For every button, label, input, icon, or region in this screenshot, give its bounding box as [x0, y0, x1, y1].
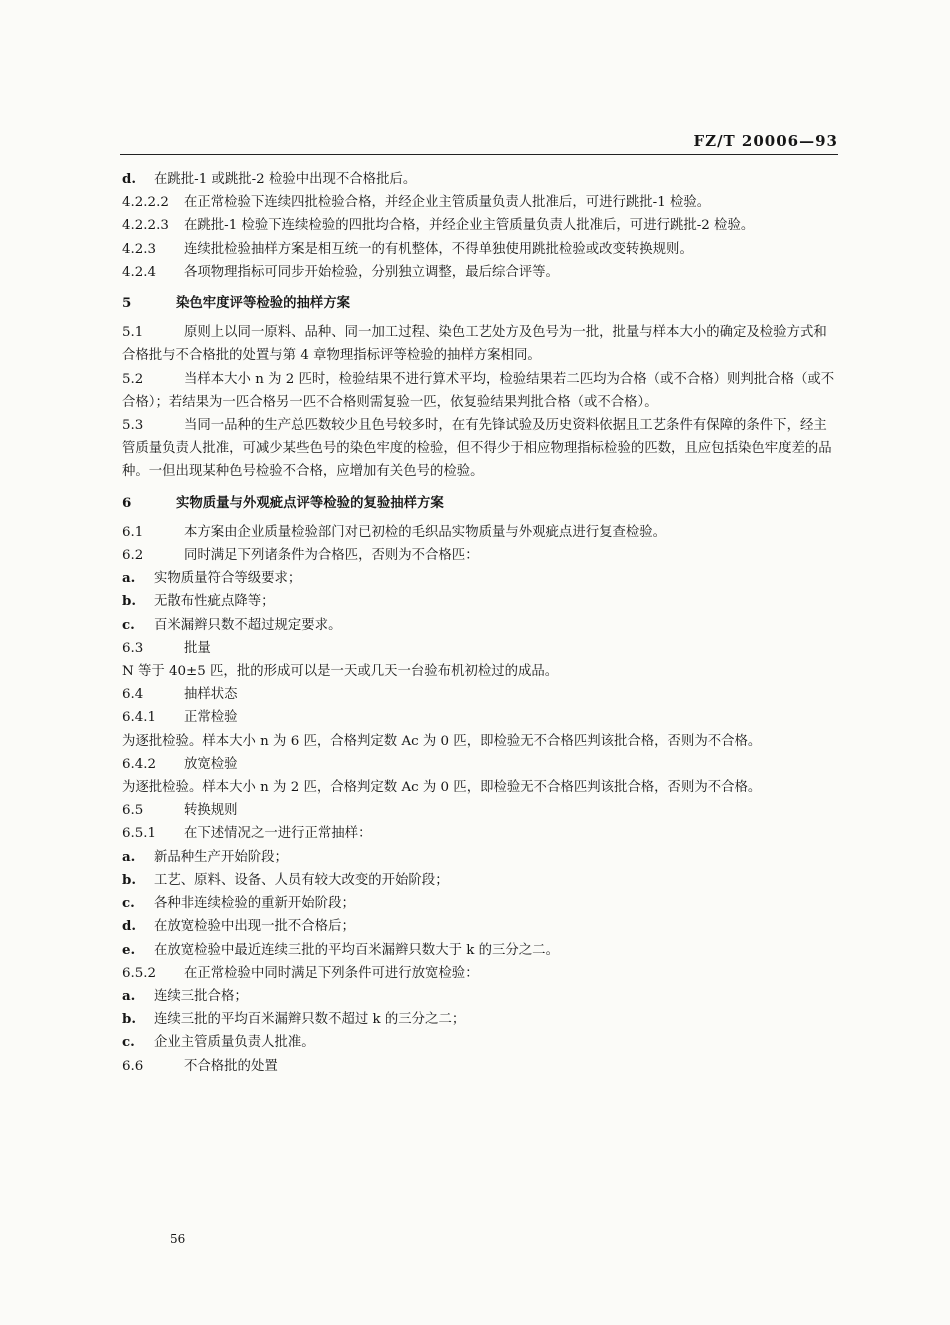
- list-item-label: b.: [122, 871, 137, 888]
- list-item: [122, 985, 838, 1008]
- clause-number: 4.2.3: [122, 241, 157, 257]
- clause-number: 5.2: [122, 371, 144, 387]
- section-heading: [122, 492, 838, 515]
- list-item-label: b.: [122, 1011, 137, 1028]
- list-item-text: 在放宽检验中最近连续三批的平均百米漏辫只数大于 k 的三分之二。: [154, 942, 559, 958]
- clause-paragraph: [122, 238, 838, 261]
- clause-paragraph: [122, 706, 838, 729]
- clause-number: 6.5.2: [122, 965, 157, 981]
- list-item: [122, 915, 838, 938]
- list-item-label: c.: [122, 895, 135, 912]
- clause-paragraph: [122, 753, 838, 776]
- clause-text: 原则上以同一原料、品种、同一加工过程、染色工艺处方及色号为一批，批量与样本大小的确定及检验方式和合格批与不合格批的处置与第 4 章物理指标评等检验的抽样方案相同。: [122, 325, 827, 364]
- clause-paragraph: [122, 799, 838, 822]
- list-item-text: 百米漏辫只数不超过规定要求。: [154, 617, 342, 633]
- clause-text: 在下述情况之一进行正常抽样：: [184, 826, 372, 842]
- list-item-text: 新品种生产开始阶段；: [154, 849, 288, 865]
- clause-paragraph: [122, 321, 838, 367]
- list-item: [122, 1031, 838, 1054]
- list-item: [122, 168, 838, 191]
- clause-text: 各项物理指标可同步开始检验，分别独立调整，最后综合评等。: [184, 264, 559, 280]
- list-item-label: d.: [122, 918, 137, 935]
- clause-number: 5.1: [122, 325, 144, 341]
- clause-number: 6.4.1: [122, 710, 157, 726]
- clause-paragraph: [122, 637, 838, 660]
- clause-number: 6.6: [122, 1058, 144, 1074]
- clause-text: 转换规则: [184, 803, 238, 819]
- clause-text: 抽样状态: [184, 687, 238, 703]
- clause-number: 6.5: [122, 803, 144, 819]
- clause-text: 正常检验: [184, 710, 238, 726]
- list-item: [122, 567, 838, 590]
- clause-paragraph: [122, 544, 838, 567]
- clause-paragraph: [122, 683, 838, 706]
- clause-number: 4.2.4: [122, 264, 157, 280]
- section-heading: [122, 292, 838, 315]
- list-item-text: 在跳批-1 或跳批-2 检验中出现不合格批后。: [154, 172, 417, 187]
- clause-text: 当样本大小 n 为 2 匹时，检验结果不进行算术平均，检验结果若二匹均为合格（或不合格）则判批合格（或不合格）；若结果为一匹合格另一匹不合格则需复验一匹，依复验结果判批合格（或不合格）。: [122, 371, 835, 410]
- clause-text: 当同一品种的生产总匹数较少且色号较多时，在有先锋试验及历史资料依据且工艺条件有保障的条件下，经主管质量负责人批准，可减少某些色号的染色牢度的检验，但不得少于相应物理指标检验的匹数，且应包括染色牢度差的品种。一但出现某种色号检验不合格，应增加有关色号的检验。: [122, 418, 832, 480]
- list-item-label: d.: [122, 171, 137, 187]
- list-item-label: c.: [122, 1034, 135, 1051]
- clause-number: 6.3: [122, 640, 144, 656]
- section-number: 6: [122, 494, 132, 511]
- clause-text: 本方案由企业质量检验部门对已初检的毛织品实物质量与外观疵点进行复查检验。: [184, 524, 667, 540]
- clause-text: 在正常检验下连续四批检验合格，并经企业主管质量负责人批准后，可进行跳批-1 检验。: [184, 195, 711, 211]
- list-item: [122, 939, 838, 962]
- document-body: [122, 168, 838, 1078]
- list-item: [122, 1008, 838, 1031]
- list-item-text: 连续三批的平均百米漏辫只数不超过 k 的三分之二；: [154, 1012, 466, 1028]
- clause-paragraph: [122, 414, 838, 484]
- list-item-label: a.: [122, 848, 136, 865]
- list-item-text: 各种非连续检验的重新开始阶段；: [154, 896, 355, 912]
- clause-text: 不合格批的处置: [184, 1058, 278, 1074]
- section-title: 染色牢度评等检验的抽样方案: [176, 295, 351, 312]
- clause-paragraph: [122, 368, 838, 414]
- clause-paragraph: [122, 521, 838, 544]
- list-item: [122, 869, 838, 892]
- list-item-text: 无散布性疵点降等；: [154, 594, 275, 610]
- clause-text: 在跳批-1 检验下连续检验的四批均合格，并经企业主管质量负责人批准后，可进行跳批-2 检验。: [184, 218, 755, 234]
- clause-paragraph: [122, 1055, 838, 1078]
- list-item-label: a.: [122, 987, 136, 1004]
- list-item: [122, 590, 838, 613]
- clause-text: 在正常检验中同时满足下列条件可进行放宽检验：: [184, 965, 479, 981]
- section-title: 实物质量与外观疵点评等检验的复验抽样方案: [176, 494, 444, 511]
- clause-text: 放宽检验: [184, 756, 238, 772]
- clause-number: 6.1: [122, 524, 144, 540]
- clause-number: 4.2.2.2: [122, 195, 169, 211]
- clause-number: 4.2.2.3: [122, 218, 169, 234]
- clause-number: 5.3: [122, 418, 144, 434]
- list-item-text: 在放宽检验中出现一批不合格后；: [154, 919, 355, 935]
- list-item-label: e.: [122, 941, 136, 958]
- list-item-text: 企业主管质量负责人批准。: [154, 1035, 315, 1051]
- list-item-text: 连续三批合格；: [154, 988, 248, 1004]
- body-text: 为逐批检验。样本大小 n 为 2 匹，合格判定数 Ac 为 0 匹，即检验无不合格匹判该批合格，否则为不合格。: [122, 780, 762, 796]
- clause-paragraph: [122, 962, 838, 985]
- clause-text: 连续批检验抽样方案是相互统一的有机整体，不得单独使用跳批检验或改变转换规则。: [184, 241, 693, 257]
- list-item-label: b.: [122, 593, 137, 610]
- clause-number: 6.4: [122, 687, 144, 703]
- header-rule: [120, 154, 838, 155]
- section-number: 5: [122, 295, 132, 312]
- clause-paragraph: [122, 261, 838, 284]
- clause-paragraph: [122, 822, 838, 845]
- standard-code-header: FZ/T 20006—93: [693, 132, 838, 150]
- clause-paragraph: [122, 191, 838, 214]
- list-item-label: c.: [122, 616, 135, 633]
- clause-text: 同时满足下列诸条件为合格匹，否则为不合格匹：: [184, 548, 479, 564]
- list-item: [122, 614, 838, 637]
- clause-number: 6.4.2: [122, 756, 157, 772]
- list-item: [122, 892, 838, 915]
- list-item-text: 实物质量符合等级要求；: [154, 571, 302, 587]
- body-text: 为逐批检验。样本大小 n 为 6 匹，合格判定数 Ac 为 0 匹，即检验无不合格匹判该批合格，否则为不合格。: [122, 733, 762, 749]
- page-number: 56: [170, 1232, 186, 1246]
- list-item: [122, 846, 838, 869]
- clause-text: 批量: [184, 640, 211, 656]
- list-item-text: 工艺、原料、设备、人员有较大改变的开始阶段；: [154, 872, 449, 888]
- clause-number: 6.5.1: [122, 826, 157, 842]
- body-text: N 等于 40±5 匹，批的形成可以是一天或几天一台验布机初检过的成品。: [122, 664, 559, 680]
- clause-paragraph: [122, 214, 838, 237]
- clause-number: 6.2: [122, 548, 144, 564]
- list-item-label: a.: [122, 570, 136, 587]
